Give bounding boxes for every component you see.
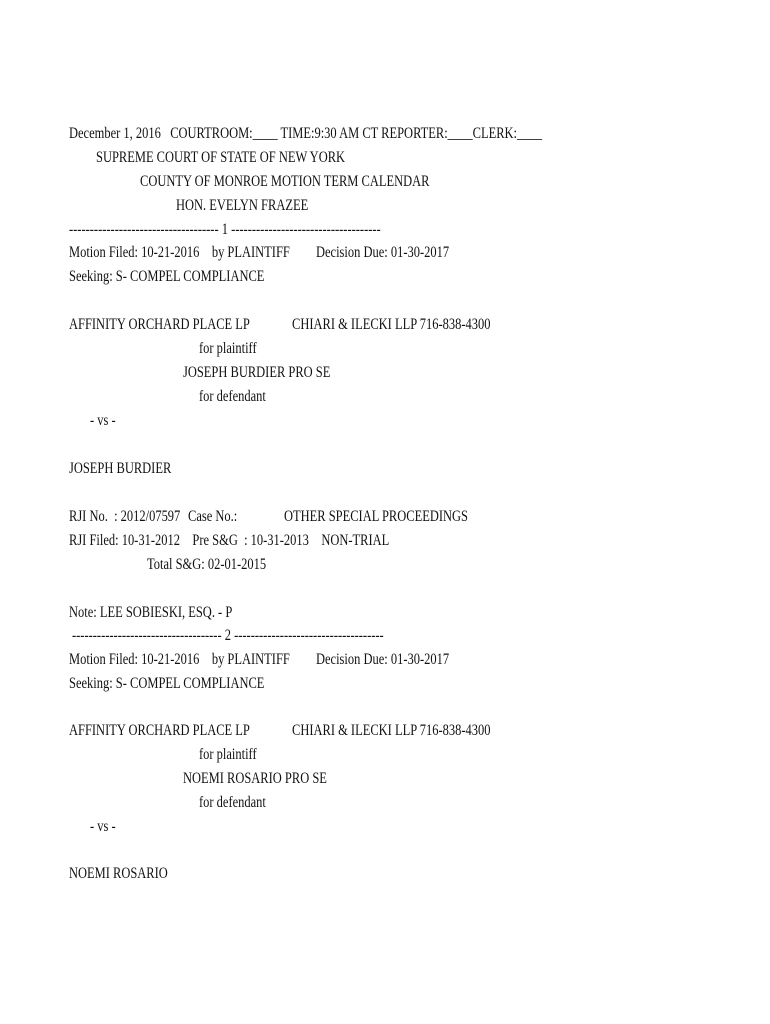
defendant-attorney-1: JOSEPH BURDIER PRO SE xyxy=(183,364,331,381)
decision-due-1: Decision Due: 01-30-2017 xyxy=(316,244,450,261)
case-number-1: Case No.: xyxy=(188,508,238,525)
versus-2: - vs - xyxy=(90,818,116,835)
for-defendant-1: for defendant xyxy=(199,388,266,405)
defendant-attorney-2: NOEMI ROSARIO PRO SE xyxy=(183,770,327,787)
decision-due-2: Decision Due: 01-30-2017 xyxy=(316,651,450,668)
plaintiff-1: AFFINITY ORCHARD PLACE LP xyxy=(69,316,250,333)
versus-1: - vs - xyxy=(90,412,116,429)
entry-separator-1: ------------------------------------ 1 ------------------------------------ xyxy=(69,221,381,238)
total-sg-1: Total S&G: 02-01-2015 xyxy=(147,556,267,573)
judge-name: HON. EVELYN FRAZEE xyxy=(176,197,309,214)
defendant-2: NOEMI ROSARIO xyxy=(69,865,168,882)
for-plaintiff-1: for plaintiff xyxy=(199,340,257,357)
plaintiff-attorney-1: CHIARI & ILECKI LLP 716-838-4300 xyxy=(292,316,491,333)
note-1: Note: LEE SOBIESKI, ESQ. - P xyxy=(69,604,233,621)
entry-separator-2: ------------------------------------ 2 ------------------------------------ xyxy=(72,627,384,644)
plaintiff-attorney-2: CHIARI & ILECKI LLP 716-838-4300 xyxy=(292,722,491,739)
rji-filed-1: RJI Filed: 10-31-2012 Pre S&G : 10-31-2013 NON-TRIAL xyxy=(69,532,390,549)
seeking-2: Seeking: S- COMPEL COMPLIANCE xyxy=(69,675,265,692)
motion-filed-2: Motion Filed: 10-21-2016 by PLAINTIFF xyxy=(69,651,290,668)
calendar-date-line: December 1, 2016 COURTROOM:____ TIME:9:30 AM CT REPORTER:____CLERK:____ xyxy=(69,125,542,142)
defendant-1: JOSEPH BURDIER xyxy=(69,460,172,477)
for-plaintiff-2: for plaintiff xyxy=(199,746,257,763)
for-defendant-2: for defendant xyxy=(199,794,266,811)
calendar-title: COUNTY OF MONROE MOTION TERM CALENDAR xyxy=(140,173,430,190)
proceeding-type-1: OTHER SPECIAL PROCEEDINGS xyxy=(284,508,468,525)
court-name: SUPREME COURT OF STATE OF NEW YORK xyxy=(96,149,346,166)
rji-number-1: RJI No. : 2012/07597 xyxy=(69,508,181,525)
motion-filed-1: Motion Filed: 10-21-2016 by PLAINTIFF xyxy=(69,244,290,261)
plaintiff-2: AFFINITY ORCHARD PLACE LP xyxy=(69,722,250,739)
seeking-1: Seeking: S- COMPEL COMPLIANCE xyxy=(69,268,265,285)
